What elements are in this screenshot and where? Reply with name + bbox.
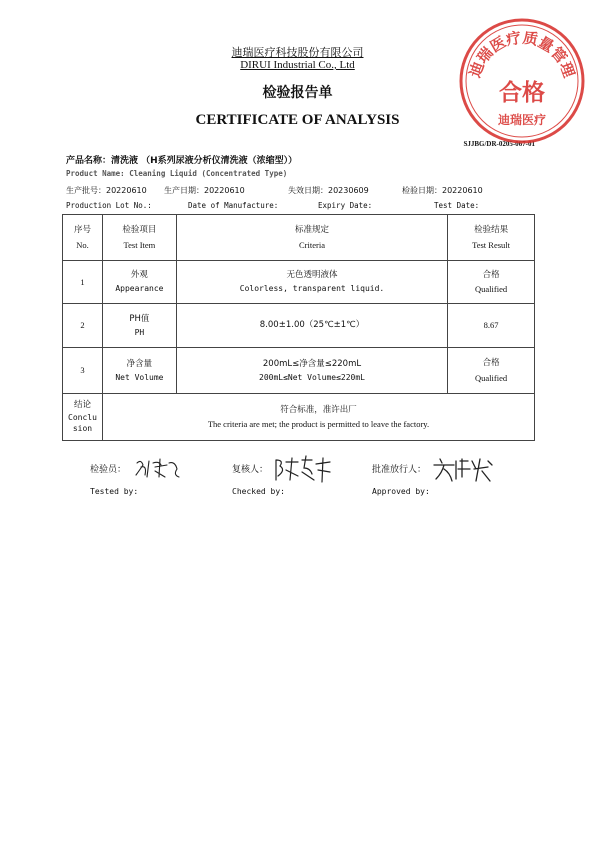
row-test-item: 净含量 Net Volume	[102, 348, 176, 394]
test-date-cn: 检验日期：20220610	[402, 186, 483, 195]
checker-signature	[272, 454, 336, 484]
row-number: 3	[63, 348, 103, 394]
manufacture-date-cn: 生产日期：20220610	[164, 186, 245, 195]
expiry-date-en: Expiry Date:	[318, 201, 373, 210]
expiry-date-cn: 失效日期：20230609	[288, 186, 369, 195]
company-name-en: DIRUI Industrial Co., Ltd	[240, 59, 355, 71]
row-number: 1	[63, 261, 103, 304]
company-name-cn: 迪瑞医疗科技股份有限公司	[231, 46, 364, 59]
header-criteria: 标准规定 Criteria	[176, 215, 447, 261]
tester-signature	[133, 455, 185, 481]
row-test-item: PH值 PH	[102, 304, 176, 348]
conclusion-row	[63, 394, 535, 441]
stamp-center-text: 合格	[499, 80, 545, 106]
header-no: 序号 No.	[63, 215, 103, 261]
test-date-en: Test Date:	[434, 201, 480, 210]
lot-number-en: Production Lot No.:	[66, 201, 152, 210]
tested-by-label-cn: 检验员：	[90, 465, 127, 475]
lot-number-cn: 生产批号：20220610	[66, 186, 147, 195]
row-test-item: 外观 Appearance	[102, 261, 176, 304]
quality-approval-stamp	[457, 16, 587, 146]
header-test-item: 检验项目 Test Item	[102, 215, 176, 261]
conclusion-text: 符合标准，准许出厂 The criteria are met; the product is permitted to leave the factory.	[102, 394, 534, 441]
checked-by-label-en: Checked by:	[232, 487, 285, 496]
row-number: 2	[63, 304, 103, 348]
conclusion-label: 结论 Conclu sion	[63, 394, 103, 441]
row-result: 8.67	[448, 304, 535, 348]
tested-by-label-en: Tested by:	[90, 487, 139, 496]
row-result: 合格 Qualified	[448, 348, 535, 394]
manufacture-date-en: Date of Manufacture:	[188, 201, 279, 210]
approver-signature	[432, 455, 496, 485]
table-row	[63, 261, 535, 304]
row-result: 合格 Qualified	[448, 261, 535, 304]
report-title-en: CERTIFICATE OF ANALYSIS	[195, 112, 400, 128]
table-row	[63, 348, 535, 394]
stamp-bottom-text: 迪瑞医疗	[497, 113, 547, 127]
header-test-result: 检验结果 Test Result	[448, 215, 535, 261]
row-criteria: 无色透明液体 Colorless, transparent liquid.	[176, 261, 447, 304]
approved-by-label-en: Approved by:	[372, 487, 430, 496]
stamp-arc-text: 迪瑞医疗质量管理	[465, 28, 579, 80]
product-name-cn: 产品名称：清洗液 （H系列尿液分析仪清洗液（浓缩型））	[66, 156, 298, 166]
document-number: SJJBG/DR-0205-067-01	[463, 140, 535, 148]
row-criteria: 200mL≤净含量≤220mL 200mL≤Net Volume≤220mL	[176, 348, 447, 394]
checked-by-label-cn: 复核人：	[232, 465, 269, 475]
table-row	[63, 304, 535, 348]
row-criteria: 8.00±1.00（25℃±1℃）	[176, 304, 447, 348]
table-header-row	[63, 215, 535, 261]
analysis-table	[62, 214, 535, 441]
product-name-en: Product Name: Cleaning Liquid (Concentrated Type)	[66, 169, 288, 178]
report-title-cn: 检验报告单	[262, 85, 333, 101]
approved-by-label-cn: 批准放行人：	[372, 465, 427, 475]
